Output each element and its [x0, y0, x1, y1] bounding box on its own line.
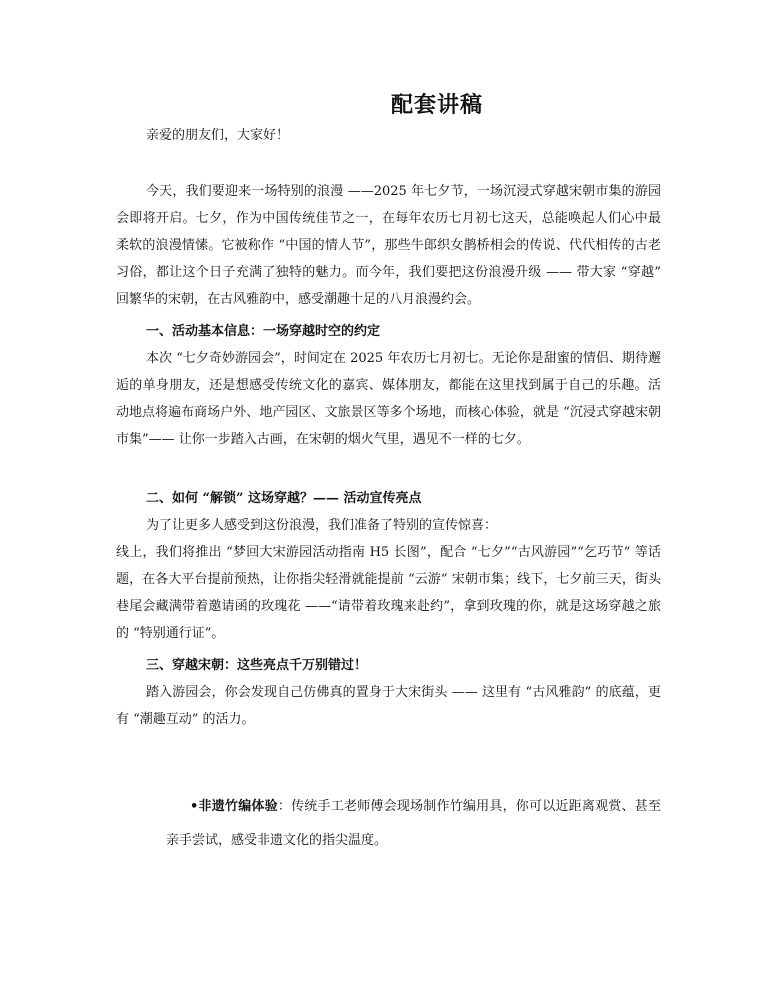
section-heading-1: 一、活动基本信息：一场穿越时空的约定 [146, 324, 381, 339]
bullet-text: ：传统手工老师傅会现场制作竹编用具，你可以近距离观赏、甚至亲手尝试，感受非遗文化的指尖温度。 [166, 799, 661, 848]
bullet-marker: • [190, 799, 199, 814]
page-title: 配套讲稿 [390, 92, 483, 118]
bullet-label: 非遗竹编体验 [198, 799, 278, 814]
activity-info-paragraph: 本次 “七夕奇妙游园会”，时间定在 2025 年农历七月初七。无论你是甜蜜的情侣、期待邂逅的单身朋友，还是想感受传统文化的嘉宾、媒体朋友，都能在这里找到属于自己的乐趣。活动地点将遍布商场户外、地产园区、文旅景区等多个场地，而核心体验，就是 “沉浸式穿越宋朝市集”—— 让你一步踏入古画，在宋朝的烟火气里，遇见不一样的七夕。 [116, 351, 661, 447]
promo-details-paragraph: 线上，我们将推出 “梦回大宋游园活动指南 H5 长图”，配合 “七夕”“古风游园”“乞巧节” 等话题，在各大平台提前预热，让你指尖轻滑就能提前 “云游” 宋朝市集；线下，七夕前三天，街头巷尾会藏满带着邀请函的玫瑰花 ——“请带着玫瑰来赴约”，拿到玫瑰的你，就是这场穿越之旅的 “特别通行证”。 [116, 545, 661, 641]
section-heading-3: 三、穿越宋朝：这些亮点千万别错过！ [146, 658, 368, 673]
section-heading-2: 二、如何 “解锁” 这场穿越？—— 活动宣传亮点 [146, 491, 422, 506]
intro-paragraph: 今天，我们要迎来一场特别的浪漫 ——2025 年七夕节，一场沉浸式穿越宋朝市集的游园会即将开启。七夕，作为中国传统佳节之一，在每年农历七月初七这天，总能唤起人们心中最柔软的浪漫情愫。它被称作 “中国的情人节”，那些牛郎织女鹊桥相会的传说、代代相传的古老习俗，都让这个日子充满了独特的魅力。而今年，我们要把这份浪漫升级 —— 带大家 “穿越” 回繁华的宋朝，在古风雅韵中，感受潮趣十足的八月浪漫约会。 [116, 184, 661, 307]
promo-intro-paragraph: 为了让更多人感受到这份浪漫，我们准备了特别的宣传惊喜： [146, 518, 498, 533]
greeting: 亲爱的朋友们，大家好！ [146, 128, 290, 143]
bullet-item-bamboo [166, 790, 661, 858]
highlights-paragraph: 踏入游园会，你会发现自己仿佛真的置身于大宋街头 —— 这里有 “古风雅韵” 的底蕴，更有 “潮趣互动” 的活力。 [116, 685, 661, 727]
